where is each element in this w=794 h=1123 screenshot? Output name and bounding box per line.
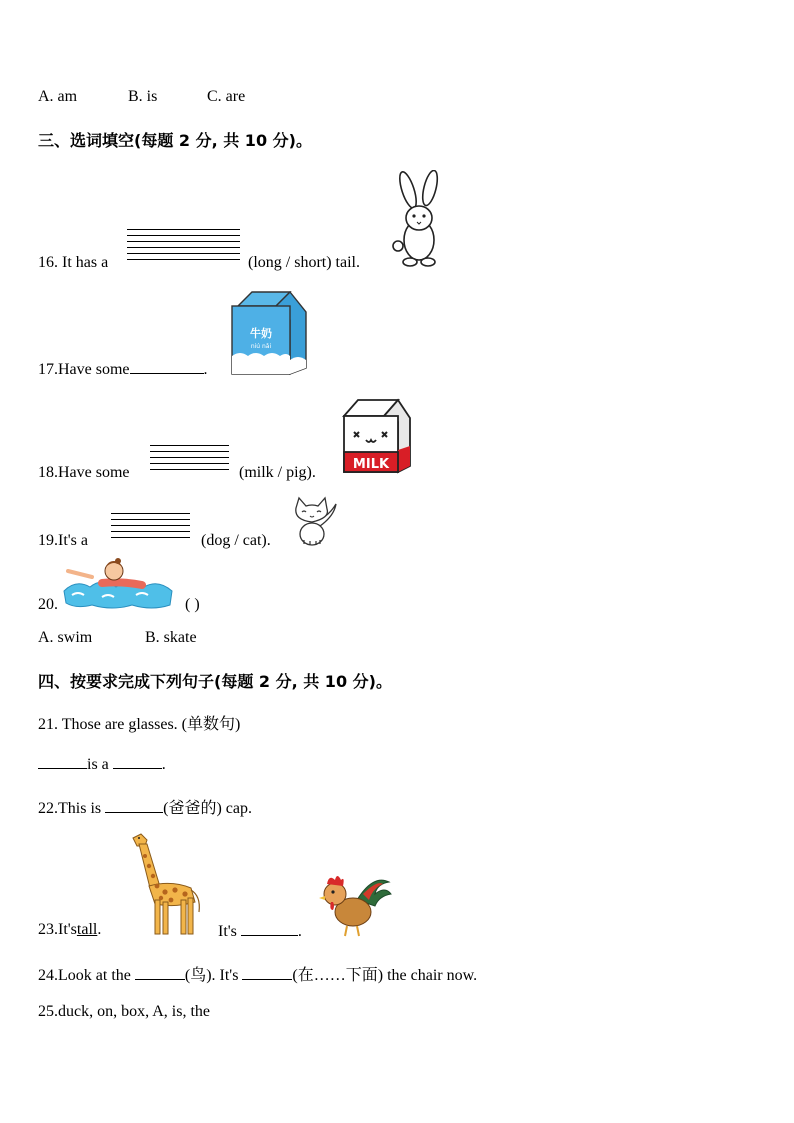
question-17-suffix: . [203, 361, 208, 378]
answer-blank [242, 965, 292, 980]
answer-blank [113, 754, 162, 769]
question-21-answer [38, 754, 166, 774]
answer-end: . [161, 756, 166, 773]
question-24-suffix: (在……下面) the chair now. [292, 967, 478, 984]
milk-label-cn: 牛奶 [250, 327, 272, 340]
question-24-text [38, 962, 477, 985]
writing-lines [111, 513, 190, 543]
answer-blank [241, 921, 298, 936]
question-21-text: 21. Those are glasses. (单数句) [38, 716, 241, 733]
answer-blank [135, 965, 185, 980]
question-24-prefix: 24.Look at the [38, 967, 131, 984]
question-23-prefix2: It's [218, 923, 237, 940]
question-22-text [38, 795, 252, 818]
question-20-number: 20. [38, 596, 58, 613]
question-18-choices: (milk / pig). [239, 464, 316, 481]
writing-lines [127, 229, 240, 265]
answer-mid: is a [87, 756, 109, 773]
question-23-text [38, 921, 101, 939]
question-23-dot: . [97, 921, 102, 938]
question-25-text: 25.duck, on, box, A, is, the [38, 1003, 210, 1020]
cat-image [290, 496, 340, 546]
question-23-end: . [297, 923, 302, 940]
question-16-text: 16. It has a [38, 254, 109, 271]
question-19-text: 19.It's a [38, 532, 88, 549]
question-23-word: tall [76, 921, 98, 938]
option-c: C. are [207, 88, 246, 105]
option-b: B. is [128, 88, 158, 105]
milk-label: MILK [352, 457, 390, 472]
option-a: A. swim [38, 629, 93, 646]
writing-lines [150, 445, 229, 475]
question-23-part2 [218, 921, 302, 941]
question-24-mid: (鸟). It's [184, 967, 239, 984]
question-17-prefix: 17.Have some [38, 361, 130, 378]
question-17-text [38, 359, 208, 379]
section-title: 三、选词填空(每题 2 分, 共 10 分)。 [38, 131, 312, 150]
question-22-suffix: (爸爸的) cap. [163, 800, 252, 817]
milk-label-pinyin: niú nǎi [250, 343, 272, 350]
milk-carton-red-image [340, 396, 414, 476]
section-title: 四、按要求完成下列句子(每题 2 分, 共 10 分)。 [38, 672, 392, 691]
option-b: B. skate [145, 629, 197, 646]
answer-blank [105, 798, 163, 813]
question-22-prefix: 22.This is [38, 800, 102, 817]
answer-blank [130, 359, 204, 374]
question-16-choices: (long / short) tail. [248, 254, 360, 271]
option-a: A. am [38, 88, 78, 105]
question-23-prefix: 23.It's [38, 921, 77, 938]
rabbit-image [388, 170, 444, 268]
question-19-choices: (dog / cat). [201, 532, 271, 549]
answer-paren: ( ) [185, 596, 200, 613]
milk-carton-blue-image [230, 290, 308, 376]
question-18-text: 18.Have some [38, 464, 130, 481]
giraffe-image [125, 832, 205, 936]
rooster-image [313, 870, 393, 938]
answer-blank [38, 754, 87, 769]
swimming-girl-image [62, 557, 174, 609]
